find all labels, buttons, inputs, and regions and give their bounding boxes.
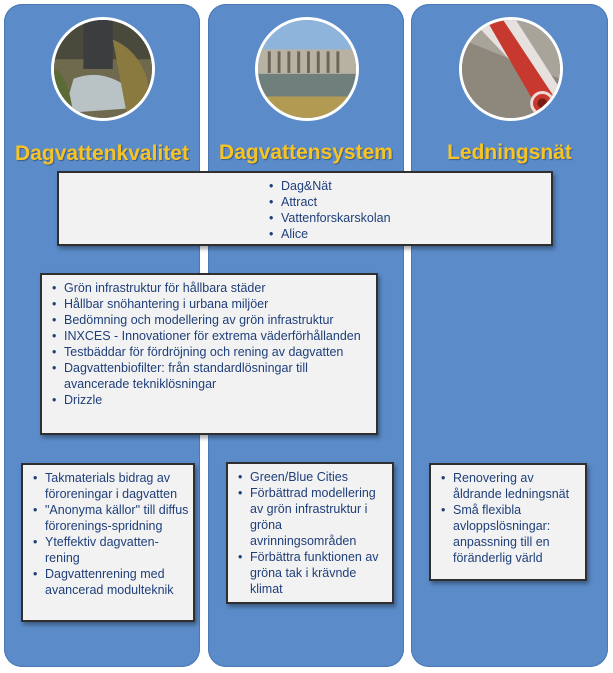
pond-building-photo [255, 17, 359, 121]
list-item: • Yteffektiv dagvatten-rening [45, 534, 189, 566]
list-item: • Förbättra funktionen av gröna tak i krävnde klimat [250, 549, 388, 597]
stormwater-drain-photo [51, 17, 155, 121]
list-item: • Takmaterials bidrag av föroreningar i dagvatten [45, 470, 189, 502]
list-item: • Hållbar snöhantering i urbana miljöer [64, 296, 370, 312]
list-item: • Testbäddar för fördröjning och rening av dagvatten [64, 344, 370, 360]
shared-projects-box [57, 171, 553, 246]
list-item: • Drizzle [64, 392, 370, 408]
title-dagvattenkvalitet: Dagvattenkvalitet [15, 142, 189, 165]
list-item: • Vattenforskarskolan [281, 210, 551, 226]
title-dagvattensystem: Dagvattensystem [219, 141, 393, 164]
pipe-renovation-photo [459, 17, 563, 121]
list-item: • "Anonyma källor" till diffus förorenings-spridning [45, 502, 189, 534]
list-item: • Renovering av åldrande ledningsnät [453, 470, 581, 502]
list-item: • Små flexibla avloppslösningar: anpassning till en föränderlig värld [453, 502, 581, 566]
list-item: • Alice [281, 226, 551, 242]
quality-projects-box [21, 463, 195, 622]
list-item: • Green/Blue Cities [250, 469, 388, 485]
list-item: • Bedömning och modellering av grön infrastruktur [64, 312, 370, 328]
list-item: • Grön infrastruktur för hållbara städer [64, 280, 370, 296]
list-item: • Dag&Nät [281, 178, 551, 194]
system-projects-box [226, 462, 394, 604]
list-item: • Dagvattenrening med avancerad modulteknik [45, 566, 189, 598]
list-item: • INXCES - Innovationer för extrema väderförhållanden [64, 328, 370, 344]
title-ledningsnat: Ledningsnät [447, 141, 572, 164]
list-item: • Dagvattenbiofilter: från standardlösningar till avancerade tekniklösningar [64, 360, 370, 392]
list-item: • Attract [281, 194, 551, 210]
network-projects-box [429, 463, 587, 581]
list-item: • Förbättrad modellering av grön infrastruktur i gröna avrinningsområden [250, 485, 388, 549]
quality-system-projects-box [40, 273, 378, 435]
